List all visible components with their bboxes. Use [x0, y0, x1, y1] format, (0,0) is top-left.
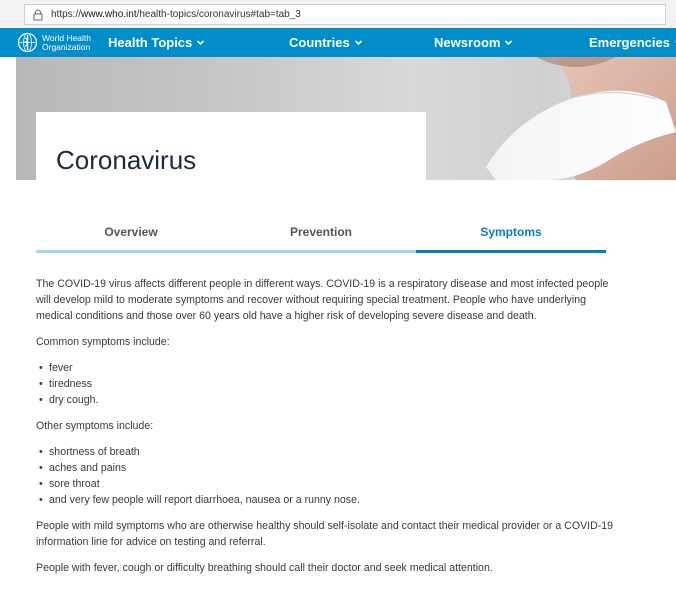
- nav-item-label: Health Topics: [108, 35, 193, 50]
- severe-symptoms-advice: People with fever, cough or difficulty breathing should call their doctor and seek medical attention.: [36, 562, 493, 574]
- chevron-down-icon: [504, 38, 513, 47]
- tab-label: Prevention: [289, 224, 352, 239]
- other-symptoms-list: [36, 444, 616, 508]
- list-item: • aches and pains: [39, 460, 616, 476]
- mild-symptoms-advice: People with mild symptoms who are otherwise healthy should self-isolate and contact their medical provider or a COVID-19 information line for advice on testing and referral.: [36, 520, 614, 548]
- list-item: • shortness of breath: [39, 444, 616, 460]
- topic-tabs: [36, 215, 606, 253]
- nav-item-newsroom[interactable]: [434, 28, 513, 57]
- logo-line-2: Organization: [42, 41, 91, 52]
- main-navigation: [0, 28, 676, 57]
- who-emblem-icon: [17, 32, 38, 53]
- symptoms-content: [36, 276, 616, 586]
- logo-text: [42, 34, 91, 52]
- chevron-down-icon: [354, 38, 363, 47]
- url-domain: www.who.int: [81, 9, 137, 20]
- tab-label: Symptoms: [480, 224, 542, 239]
- page-title: Coronavirus: [56, 145, 197, 175]
- list-item: • dry cough.: [39, 392, 616, 408]
- who-logo[interactable]: [17, 32, 91, 53]
- nav-item-label: Emergencies: [589, 35, 670, 50]
- tab-underline-inactive: [36, 250, 416, 253]
- common-symptoms-heading: Common symptoms include:: [36, 336, 170, 348]
- tab-overview[interactable]: [36, 215, 226, 248]
- chevron-down-icon: [196, 38, 205, 47]
- list-item: • sore throat: [39, 476, 616, 492]
- list-item: • tiredness: [39, 376, 616, 392]
- list-item: • and very few people will report diarrhoea, nausea or a runny nose.: [39, 492, 616, 508]
- hero-title-card: [36, 112, 426, 180]
- tab-underline-active: [416, 250, 606, 253]
- nav-item-countries[interactable]: [289, 28, 363, 57]
- url-scheme: https://: [51, 9, 82, 20]
- url-path: /health-topics/coronavirus#tab=tab_3: [136, 9, 301, 20]
- tab-prevention[interactable]: [226, 215, 416, 248]
- common-symptoms-list: [36, 360, 616, 408]
- lock-icon: [31, 8, 45, 22]
- browser-address-bar: [0, 0, 676, 29]
- intro-paragraph: The COVID-19 virus affects different people in different ways. COVID-19 is a respiratory disease and most infected people will develop mild to moderate symptoms and recover without requiring special treatment. People who have underlying medical conditions and those over 60 years old have a higher risk of developing severe disease and death.: [36, 278, 609, 322]
- url-field[interactable]: [24, 4, 666, 25]
- list-item: • fever: [39, 360, 616, 376]
- nav-item-health-topics[interactable]: [108, 28, 205, 57]
- nav-item-label: Newsroom: [434, 35, 501, 50]
- logo-line-1: World Health: [42, 32, 91, 43]
- other-symptoms-heading: Other symptoms include:: [36, 420, 154, 432]
- nav-item-label: Countries: [289, 35, 350, 50]
- nav-item-emergencies[interactable]: [589, 28, 676, 57]
- tab-symptoms[interactable]: [416, 215, 606, 248]
- tab-label: Overview: [104, 224, 158, 239]
- url-text: [51, 9, 301, 20]
